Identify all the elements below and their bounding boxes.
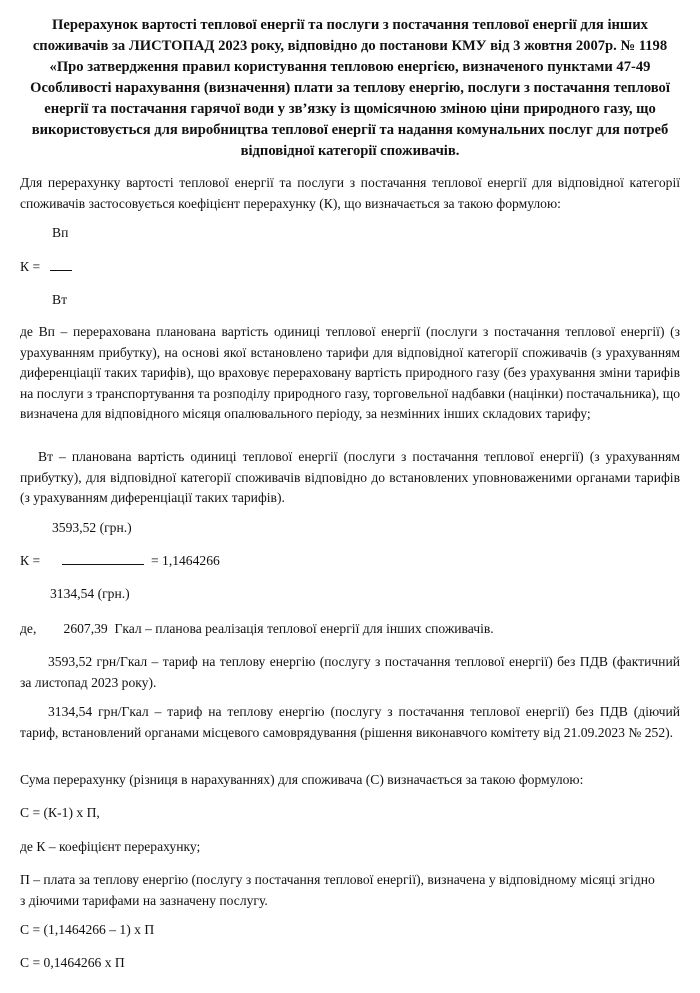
definition-vt: Вт – планована вартість одиниці теплової енергії (послуги з постачання теплової енергії) (з урахуванням прибутку), для відповідної категорії споживачів відповідно до встановлених уповноваженими органами тарифів (з урахуванням диференціації таких тарифів). — [20, 449, 680, 505]
tariff-actual: 3593,52 грн/Гкал – тариф на теплову енергію (послугу з постачання теплової енергії) без ПДВ (фактичний за листопад 2023 року). — [20, 654, 680, 690]
formula1-denominator: Вт — [52, 292, 68, 307]
formula1-lhs: К = — [20, 259, 41, 274]
sum-intro: Сума перерахунку (різниця в нарахуваннях) для споживача (С) визначається за такою формулою: — [20, 772, 584, 787]
calculation-2: С = 0,1464266 х П — [20, 955, 125, 970]
formula1-row — [20, 257, 72, 278]
formula2-row — [20, 551, 220, 572]
formula-c: С = (К-1) х П, — [20, 805, 100, 820]
calculation-1: С = (1,1464266 – 1) х П — [20, 922, 155, 937]
formula2-numerator: 3593,52 (грн.) — [52, 520, 132, 535]
volume-line: де, 2607,39 Гкал – планова реалізація теплової енергії для інших споживачів. — [20, 621, 494, 636]
tariff-current: 3134,54 грн/Гкал – тариф на теплову енергію (послугу з постачання теплової енергії) без ПДВ (діючий тариф, встановлений органами місцевого самоврядування (рішення виконавчого комітету від 21.09.2023 № 252). — [20, 704, 680, 740]
formula2-fraction-bar — [62, 552, 144, 565]
formula2-lhs: К = — [20, 553, 41, 568]
document-title: Перерахунок вартості теплової енергії та послуги з постачання теплової енергії для інших споживачів за ЛИСТОПАД 2023 року, відповідно до постанови КМУ від 3 жовтня 2007р. № 1198 «Про затвердження правил користування тепловою енергією, визначеного пунктами 47-49 Особливості нарахування (визначення) плати за теплову енергію, послуги з постачання теплової енергії та постачання гарячої води у зв’язку із щомісячною зміною ціни природного газу, що використовується для виробництва теплової енергії та надання комунальних послуг для потреб відповідної категорії споживачів. — [30, 17, 670, 159]
intro-paragraph: Для перерахунку вартості теплової енергії та послуги з постачання теплової енергії для відповідної категорії споживачів застосовується коефіцієнт перерахунку (К), що визначається за такою формулою: — [20, 175, 680, 211]
definition-p: П – плата за теплову енергію (послугу з постачання теплової енергії), визначена у відповідному місяці згідно з діючими тарифами на зазначену послугу. — [20, 872, 655, 908]
formula1-numerator: Вп — [52, 225, 69, 240]
formula2-denominator: 3134,54 (грн.) — [50, 586, 130, 601]
formula1-fraction-bar — [50, 258, 72, 271]
formula2-result: = 1,1464266 — [150, 553, 220, 568]
definition-vp: де Вп – перерахована планована вартість одиниці теплової енергії (послуги з постачання теплової енергії) (з урахуванням прибутку), на основі якої встановлено тарифи для відповідної категорії споживачів (з урахуванням диференціації таких тарифів), що враховує перераховану вартість природного газу (без урахування зміни тарифів на послуги з транспортування та розподілу природного газу, торговельної надбавки (націнки) постачальника), що визначена для відповідного місяця опалювального періоду, за незмінних інших складових тарифу; — [20, 324, 680, 421]
definition-k: де К – коефіцієнт перерахунку; — [20, 839, 201, 854]
